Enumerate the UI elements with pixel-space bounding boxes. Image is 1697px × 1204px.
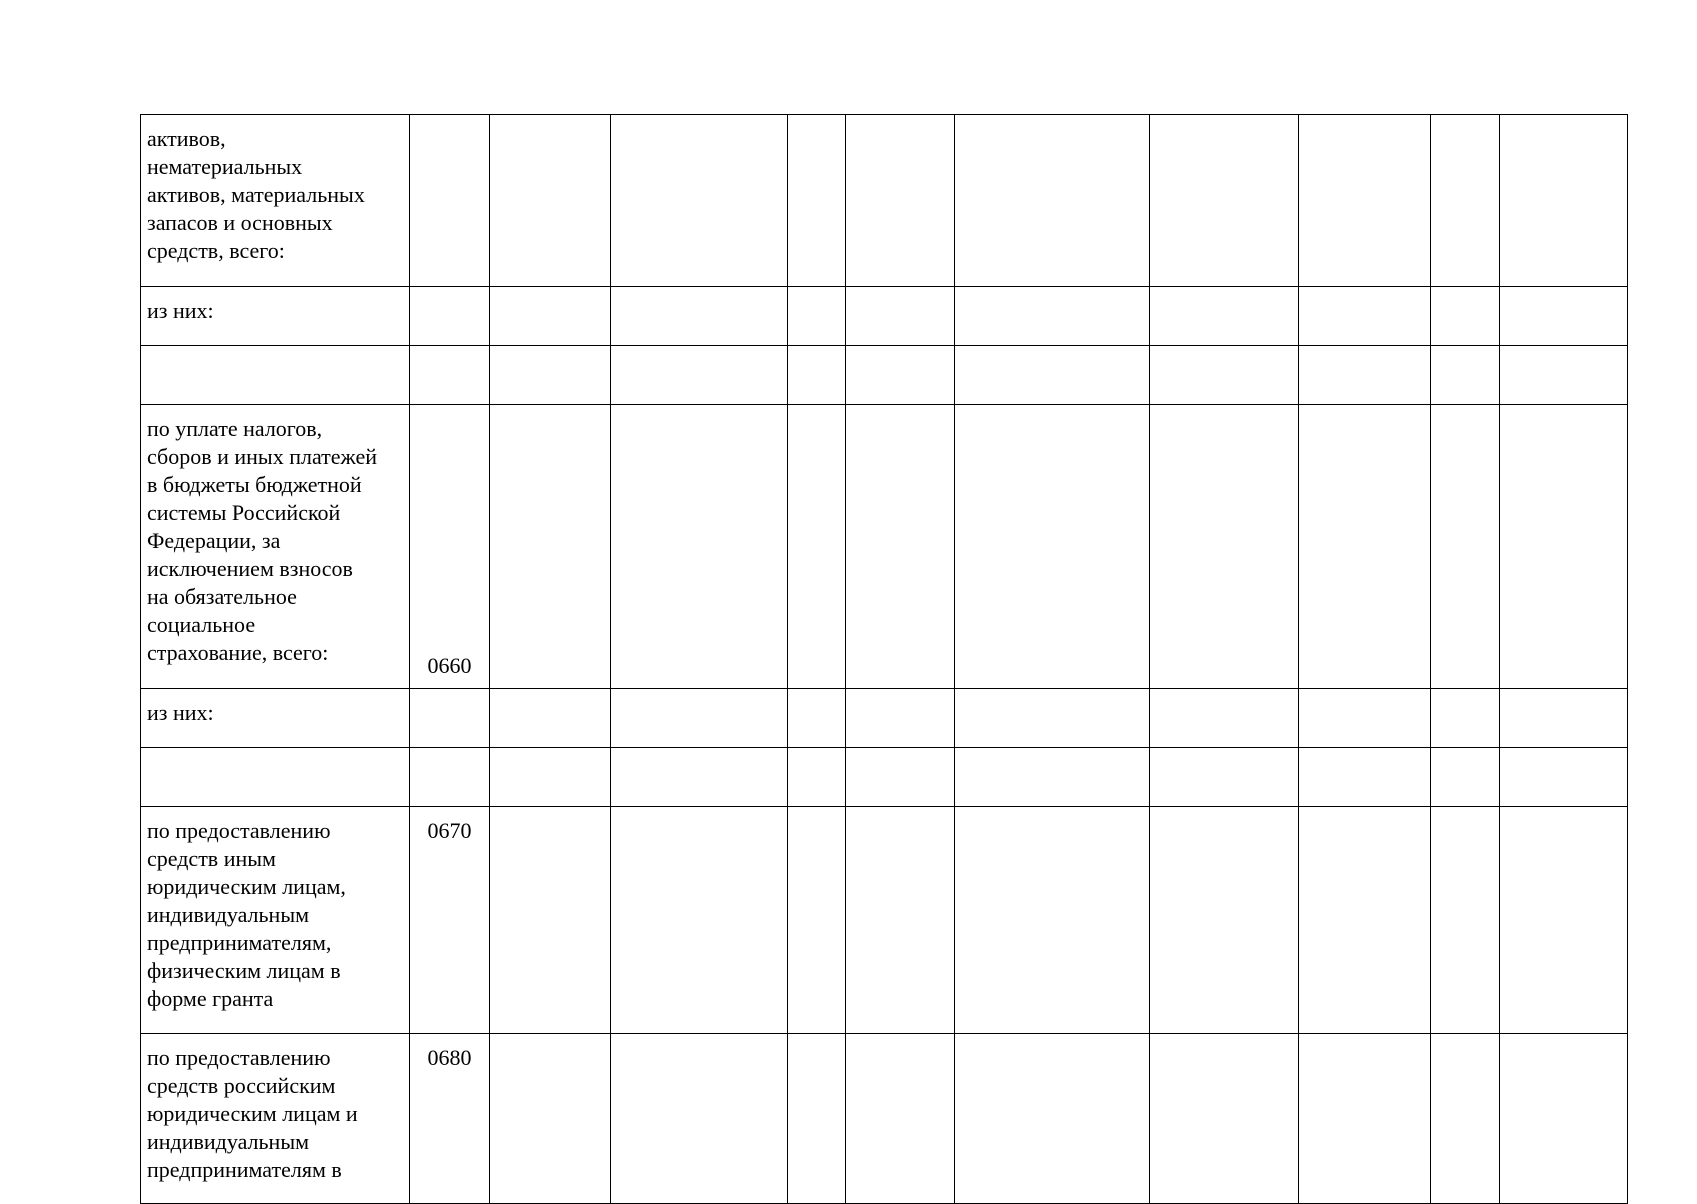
row-code xyxy=(410,689,490,748)
table-row xyxy=(141,807,1628,1034)
table-row xyxy=(141,115,1628,287)
row-code xyxy=(410,115,490,287)
row-code xyxy=(410,346,490,405)
row-code: 0680 xyxy=(410,1034,490,1204)
value-cell xyxy=(611,115,788,287)
value-cell xyxy=(1150,287,1299,346)
value-cell xyxy=(1299,115,1431,287)
value-cell xyxy=(846,1034,955,1204)
value-cell xyxy=(1431,405,1500,689)
value-cell xyxy=(846,748,955,807)
value-cell xyxy=(1299,807,1431,1034)
value-cell xyxy=(490,807,611,1034)
value-cell xyxy=(1150,1034,1299,1204)
row-label: по уплате налогов, сборов и иных платежей в бюджеты бюджетной системы Российской Федерации, за исключением взносов на обязательное социальное страхование, всего: xyxy=(141,405,410,689)
value-cell xyxy=(788,748,846,807)
value-cell xyxy=(955,405,1150,689)
value-cell xyxy=(1431,287,1500,346)
value-cell xyxy=(846,405,955,689)
row-code: 0660 xyxy=(410,405,490,689)
value-cell xyxy=(788,807,846,1034)
value-cell xyxy=(955,748,1150,807)
value-cell xyxy=(788,405,846,689)
value-cell xyxy=(490,287,611,346)
value-cell xyxy=(846,346,955,405)
value-cell xyxy=(788,115,846,287)
value-cell xyxy=(1500,1034,1628,1204)
row-label: по предоставлению средств российским юридическим лицам и индивидуальным предпринимателям в xyxy=(141,1034,410,1204)
value-cell xyxy=(955,1034,1150,1204)
value-cell xyxy=(611,748,788,807)
value-cell xyxy=(490,115,611,287)
value-cell xyxy=(955,689,1150,748)
value-cell xyxy=(788,689,846,748)
value-cell xyxy=(1500,287,1628,346)
value-cell xyxy=(1500,748,1628,807)
table-row xyxy=(141,405,1628,689)
value-cell xyxy=(1150,405,1299,689)
value-cell xyxy=(1500,346,1628,405)
row-label: по предоставлению средств иным юридическим лицам, индивидуальным предпринимателям, физическим лицам в форме гранта xyxy=(141,807,410,1034)
value-cell xyxy=(955,287,1150,346)
value-cell xyxy=(846,115,955,287)
value-cell xyxy=(611,807,788,1034)
value-cell xyxy=(846,287,955,346)
value-cell xyxy=(1500,807,1628,1034)
value-cell xyxy=(1431,748,1500,807)
value-cell xyxy=(1150,346,1299,405)
table-row xyxy=(141,689,1628,748)
value-cell xyxy=(1299,346,1431,405)
value-cell xyxy=(611,689,788,748)
value-cell xyxy=(490,689,611,748)
value-cell xyxy=(611,405,788,689)
table-row xyxy=(141,346,1628,405)
value-cell xyxy=(955,346,1150,405)
value-cell xyxy=(1299,287,1431,346)
row-label xyxy=(141,346,410,405)
value-cell xyxy=(1500,115,1628,287)
value-cell xyxy=(1299,748,1431,807)
value-cell xyxy=(1299,1034,1431,1204)
value-cell xyxy=(788,287,846,346)
value-cell xyxy=(955,807,1150,1034)
table-row xyxy=(141,287,1628,346)
value-cell xyxy=(1299,405,1431,689)
row-label: из них: xyxy=(141,287,410,346)
table-row xyxy=(141,1034,1628,1204)
row-label: из них: xyxy=(141,689,410,748)
value-cell xyxy=(1500,405,1628,689)
row-label xyxy=(141,748,410,807)
value-cell xyxy=(490,748,611,807)
table-row xyxy=(141,748,1628,807)
value-cell xyxy=(788,1034,846,1204)
value-cell xyxy=(1150,115,1299,287)
value-cell xyxy=(490,1034,611,1204)
value-cell xyxy=(846,689,955,748)
row-code xyxy=(410,287,490,346)
value-cell xyxy=(1431,1034,1500,1204)
value-cell xyxy=(611,346,788,405)
value-cell xyxy=(1431,346,1500,405)
row-code: 0670 xyxy=(410,807,490,1034)
value-cell xyxy=(611,287,788,346)
value-cell xyxy=(788,346,846,405)
row-code xyxy=(410,748,490,807)
value-cell xyxy=(1431,807,1500,1034)
value-cell xyxy=(1431,115,1500,287)
value-cell xyxy=(1150,807,1299,1034)
value-cell xyxy=(1431,689,1500,748)
value-cell xyxy=(490,405,611,689)
value-cell xyxy=(611,1034,788,1204)
value-cell xyxy=(1299,689,1431,748)
value-cell xyxy=(955,115,1150,287)
report-table xyxy=(140,114,1628,1204)
value-cell xyxy=(490,346,611,405)
value-cell xyxy=(1500,689,1628,748)
value-cell xyxy=(1150,748,1299,807)
value-cell xyxy=(846,807,955,1034)
row-label: активов, нематериальных активов, материальных запасов и основных средств, всего: xyxy=(141,115,410,287)
value-cell xyxy=(1150,689,1299,748)
